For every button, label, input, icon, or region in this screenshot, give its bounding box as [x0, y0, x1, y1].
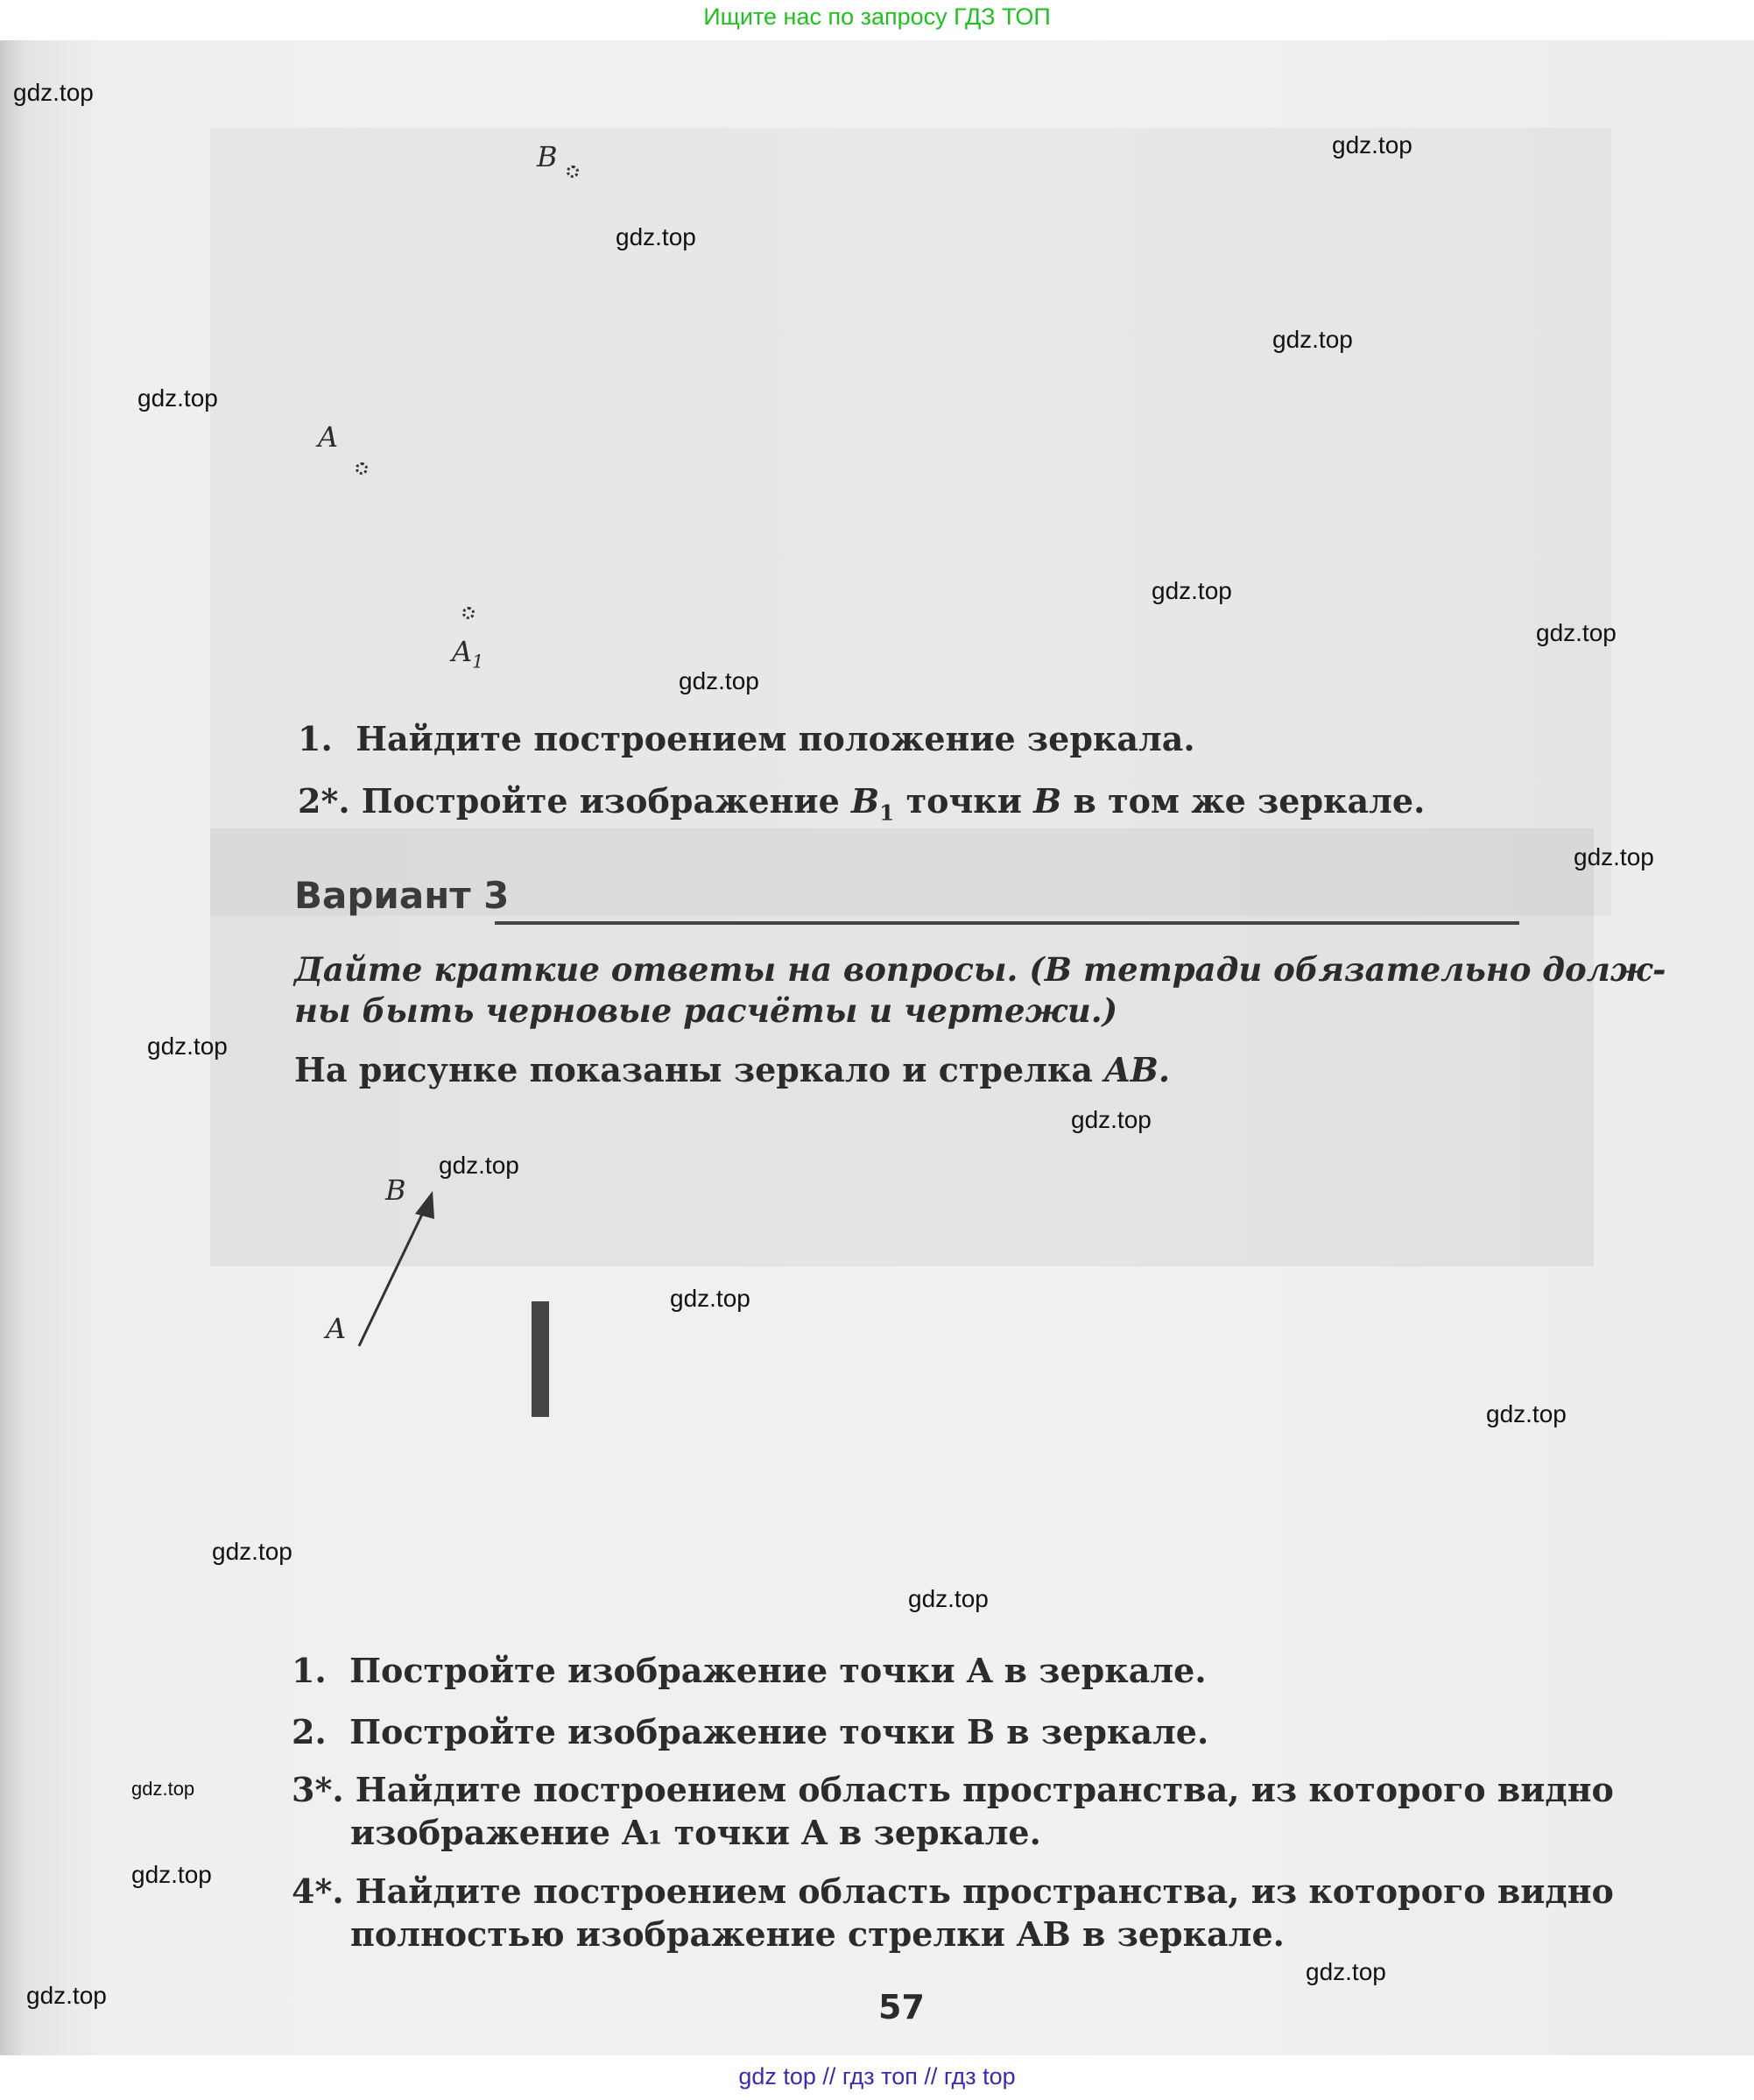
- arrowhead-icon: [415, 1191, 434, 1219]
- task-number: 2.: [292, 1712, 327, 1751]
- watermark: gdz.top: [131, 1778, 195, 1800]
- watermark: gdz.top: [908, 1585, 989, 1612]
- prompt-text: На рисунке показаны зеркало и стрелка: [294, 1050, 1105, 1089]
- label-a1-sub: 1: [472, 651, 484, 673]
- task-3: [292, 1771, 1614, 1809]
- instructions-line-1: Дайте краткие ответы на вопросы. (В тетради обязательно долж-: [294, 950, 1666, 989]
- watermark: gdz.top: [147, 1032, 228, 1060]
- task-text: Найдите построением область пространства, из которого видно: [355, 1871, 1614, 1911]
- prompt-var: AB.: [1104, 1050, 1171, 1089]
- label-arrow-b: B: [385, 1173, 406, 1207]
- footer-links[interactable]: gdz top // гдз топ // гдз top: [738, 2063, 1016, 2089]
- watermark: gdz.top: [137, 384, 218, 412]
- instructions-line-2: ны быть черновые расчёты и чертежи.): [294, 991, 1118, 1030]
- watermark: gdz.top: [1272, 326, 1353, 353]
- var: B: [1033, 781, 1062, 821]
- label-arrow-a: A: [326, 1312, 347, 1345]
- task-1: [292, 1652, 1207, 1690]
- task-4-line2: полностью изображение стрелки AB в зеркале.: [350, 1914, 1285, 1954]
- search-banner[interactable]: Ищите нас по запросу ГДЗ ТОП: [703, 4, 1051, 30]
- watermark: gdz.top: [670, 1285, 750, 1312]
- watermark: gdz.top: [1486, 1400, 1567, 1427]
- task-4: [292, 1872, 1614, 1911]
- task-text: Найдите построением положение зеркала.: [356, 719, 1195, 758]
- task-number: 1.: [298, 719, 333, 758]
- task-number: 3*.: [292, 1770, 344, 1809]
- variant-heading: Вариант 3: [294, 874, 510, 917]
- watermark: gdz.top: [439, 1152, 519, 1179]
- watermark: gdz.top: [212, 1538, 292, 1565]
- watermark: gdz.top: [1306, 1958, 1386, 1985]
- task-2: [292, 1713, 1208, 1751]
- task-3-line2: изображение A₁ точки A в зеркале.: [350, 1813, 1041, 1852]
- watermark: gdz.top: [679, 667, 759, 694]
- watermark: gdz.top: [1332, 131, 1412, 159]
- watermark: gdz.top: [1574, 843, 1654, 870]
- label-a: A: [318, 420, 339, 454]
- task-text: Постройте изображение точки A в зеркале.: [349, 1651, 1207, 1690]
- task-text: Постройте изображение: [361, 781, 852, 821]
- task-text: Постройте изображение точки B в зеркале.: [349, 1712, 1209, 1751]
- mirror: [532, 1301, 549, 1417]
- var-sub: 1: [879, 800, 895, 826]
- watermark: gdz.top: [131, 1861, 212, 1888]
- task-text: Найдите построением область пространства, из которого видно: [355, 1770, 1614, 1809]
- watermark: gdz.top: [13, 79, 94, 106]
- watermark: gdz.top: [616, 223, 696, 250]
- var: B: [851, 781, 880, 821]
- watermark: gdz.top: [26, 1982, 107, 2009]
- label-b: B: [537, 140, 558, 173]
- task-text: в том же зеркале.: [1061, 781, 1426, 821]
- page-number: 57: [878, 1988, 925, 2026]
- watermark: gdz.top: [1071, 1106, 1152, 1133]
- task-text: точки: [894, 781, 1034, 821]
- watermark: gdz.top: [1536, 619, 1617, 646]
- task-number: 1.: [292, 1651, 327, 1690]
- task-number: 2*.: [298, 781, 350, 821]
- task-number: 4*.: [292, 1871, 344, 1911]
- label-a1-letter: A: [452, 635, 473, 668]
- watermark: gdz.top: [1152, 577, 1232, 604]
